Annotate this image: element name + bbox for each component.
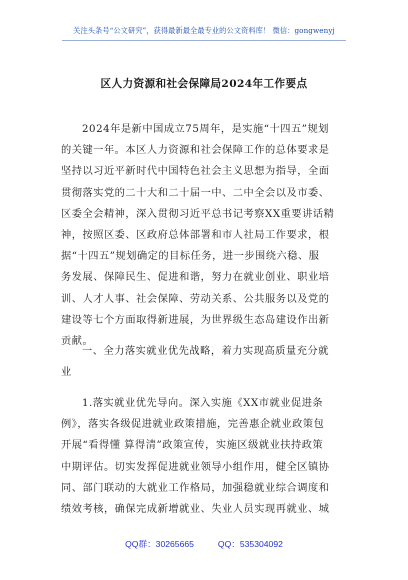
paragraph-line: 绩效考核，确保完成新增就业、失业人员实现再就业、城 <box>61 503 330 515</box>
paragraph-line: 坚持以习近平新时代中国特色社会主义思想为指导，全面 <box>61 166 330 178</box>
paragraph-line: 建设等七个方面取得新进展，为世界级生态岛建设作出新 <box>61 314 330 326</box>
paragraph-line: 贯彻落实党的二十大和二十届一中、二中全会以及市委、 <box>61 187 330 199</box>
paragraph-line: 中期评估。切实发挥促进就业领导小组作用，健全区镇协 <box>61 461 330 473</box>
paragraph-line: 务发展、保障民生、促进和谐，努力在就业创业、职业培 <box>61 272 330 284</box>
paragraph-line: 神，按照区委、区政府总体部署和市人社局工作要求，根 <box>61 229 330 241</box>
paragraph-line: 的关键一年。本区人力资源和社会保障工作的总体要求是 <box>61 145 330 157</box>
section-heading-employment <box>61 341 347 383</box>
paragraph-overview <box>61 119 347 352</box>
section-heading-line: 业 <box>61 367 72 379</box>
paragraph-line: 1.落实就业优先导向。深入实施《XX市就业促进条 <box>82 398 324 409</box>
qq-group-number: QQ群：30265665 <box>125 539 194 549</box>
document-title: 区人力资源和社会保障局2024年工作要点 <box>100 78 308 90</box>
paragraph-employment-priority <box>61 393 347 520</box>
footer-contact <box>0 538 408 550</box>
paragraph-line: 开展“看得懂 算得清”政策宣传，实施区级就业扶持政策 <box>61 440 324 452</box>
header-divider <box>62 40 346 41</box>
section-heading-line: 一、全力落实就业优先战略，着力实现高质量充分就 <box>82 346 329 357</box>
paragraph-line: 同、部门联动的大就业工作格局，加强稳就业综合调度和 <box>61 482 330 494</box>
header-promo-banner: 关注头条号“公文研究”，获得最新最全最专业的公文资料库！ 微信：gongwenyj <box>73 26 335 35</box>
paragraph-line: 2024年是新中国成立75周年，是实施“十四五”规划 <box>82 124 329 135</box>
paragraph-line: 据“十四五”规划确定的目标任务，进一步围绕六稳、服 <box>61 251 320 263</box>
paragraph-line: 例》，落实各级促进就业政策措施，完善惠企就业政策包 <box>61 419 325 431</box>
paragraph-line: 训、人才人事、社会保障、劳动关系、公共服务以及党的 <box>61 293 330 305</box>
paragraph-line: 区委全会精神，深入贯彻习近平总书记考察XX重要讲话精 <box>61 208 335 220</box>
qq-number: QQ：535304092 <box>217 539 283 549</box>
paragraph-line: 贡献。 <box>61 335 94 347</box>
